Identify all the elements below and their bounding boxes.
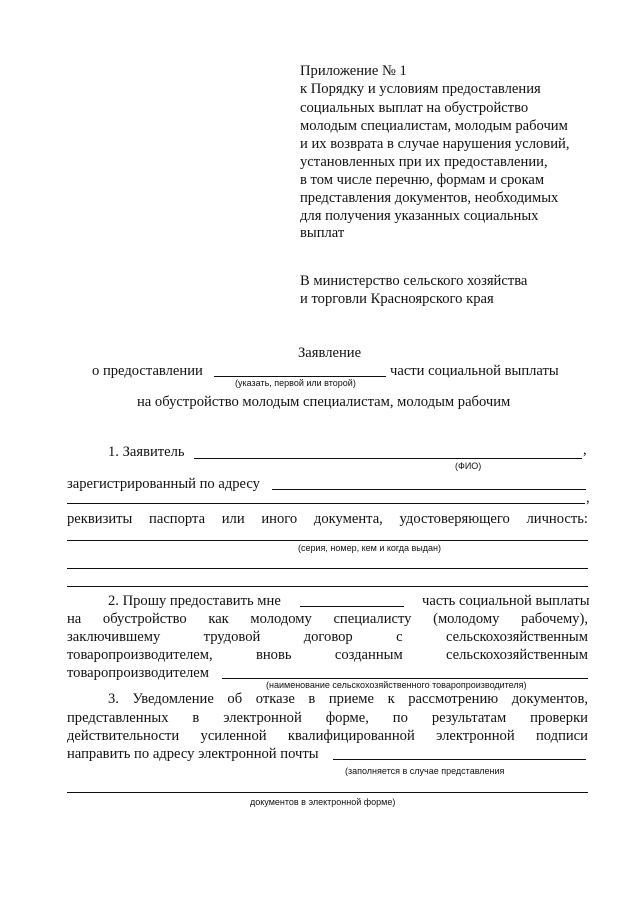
notice-line: представленных в электронной форме, по результатам проверки (67, 710, 588, 726)
passport-line: реквизиты паспорта или иного документа, удостоверяющего личность: (67, 511, 588, 527)
address-field[interactable] (272, 489, 586, 490)
appendix-line: и их возврата в случае нарушения условий, (300, 136, 570, 152)
request-part-field[interactable] (300, 606, 404, 607)
request-prefix: 2. Прошу предоставить мне (108, 593, 281, 609)
statement-title: Заявление (298, 345, 362, 361)
comma: , (583, 442, 587, 458)
address-field-continued[interactable] (67, 503, 585, 504)
producer-field[interactable] (222, 678, 588, 679)
passport-hint: (серия, номер, кем и когда выдан) (298, 543, 441, 553)
appendix-line: для получения указанных социальных (300, 208, 539, 224)
payment-part-field[interactable] (214, 376, 386, 377)
request-suffix: часть социальной выплаты (422, 593, 590, 609)
comma: , (586, 490, 590, 506)
applicant-label: 1. Заявитель (108, 444, 185, 460)
fio-hint: (ФИО) (455, 461, 482, 471)
payment-part-hint: (указать, первой или второй) (235, 378, 356, 388)
appendix-line: к Порядку и условиям предоставления (300, 81, 541, 97)
applicant-fio-field[interactable] (194, 458, 582, 459)
appendix-title: Приложение № 1 (300, 63, 407, 79)
request-line: товаропроизводителем, вновь созданным сельскохозяйственным (67, 647, 588, 663)
passport-field-continued[interactable] (67, 568, 588, 569)
appendix-line: в том числе перечню, формам и срокам (300, 172, 545, 188)
appendix-line: установленных при их предоставлении, (300, 154, 548, 170)
addressee-line: В министерство сельского хозяйства (300, 273, 528, 289)
address-label: зарегистрированный по адресу (67, 476, 260, 492)
heading-line2: на обустройство молодым специалистам, молодым рабочим (137, 394, 511, 410)
appendix-line: молодым специалистам, молодым рабочим (300, 118, 568, 134)
appendix-line: социальных выплат на обустройство (300, 100, 529, 116)
notice-line: действительности усиленной квалифицированной электронной подписи (67, 728, 588, 744)
request-line: на обустройство как молодому специалисту (молодому рабочему), (67, 611, 588, 627)
email-label: направить по адресу электронной почты (67, 746, 319, 762)
email-field[interactable] (333, 759, 586, 760)
appendix-line: выплат (300, 225, 345, 241)
appendix-line: представления документов, необходимых (300, 190, 559, 206)
heading-suffix: части социальной выплаты (390, 363, 559, 379)
request-line: заключившему трудовой договор с сельскохозяйственным (67, 629, 588, 645)
email-hint: (заполняется в случае представления (345, 766, 505, 776)
passport-field-continued[interactable] (67, 586, 588, 587)
notice-line: 3. Уведомление об отказе в приеме к рассмотрению документов, (108, 691, 588, 707)
email-hint: документов в электронной форме) (250, 797, 396, 807)
email-field-continued[interactable] (67, 792, 588, 793)
addressee-line: и торговли Красноярского края (300, 291, 494, 307)
producer-hint: (наименование сельскохозяйственного товаропроизводителя) (266, 680, 527, 690)
passport-field[interactable] (67, 540, 588, 541)
heading-prefix: о предоставлении (92, 363, 203, 379)
producer-label: товаропроизводителем (67, 665, 209, 681)
